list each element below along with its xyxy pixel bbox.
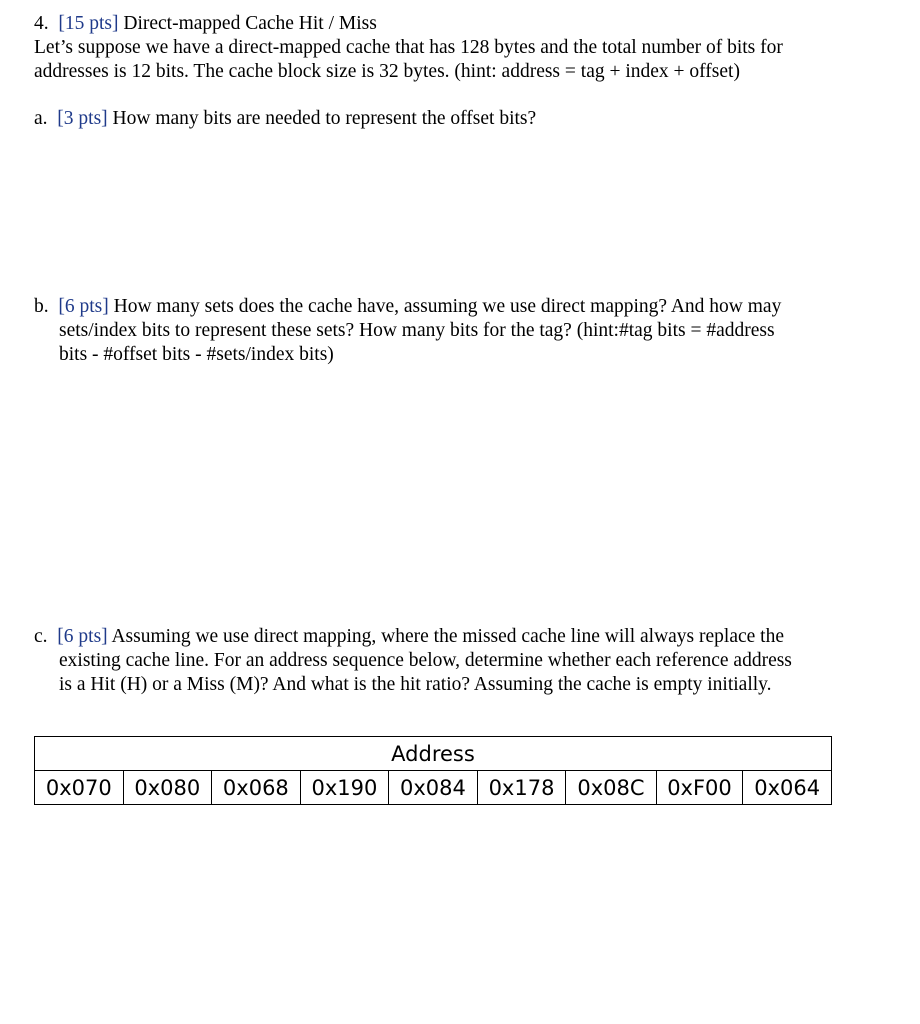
address-table [34,736,832,805]
part-c-question [34,625,784,649]
part-a-points: [3 pts] [57,108,108,129]
address-cell: 0x190 [300,771,389,805]
question-points: [15 pts] [58,13,119,34]
part-b-text-2: sets/index bits to represent these sets? How many bits for the tag? (hint:#tag bits = #address [59,320,775,341]
part-b-points: [6 pts] [58,296,109,317]
part-a-text: How many bits are needed to represent the offset bits? [112,108,537,129]
question-title: Direct-mapped Cache Hit / Miss [123,13,377,34]
part-b-text-1: How many sets does the cache have, assuming we use direct mapping? And how may [113,296,782,317]
part-c-text-3: is a Hit (H) or a Miss (M)? And what is the hit ratio? Assuming the cache is empty initially. [59,674,772,695]
part-a-question [34,107,536,131]
address-cell: 0x070 [35,771,124,805]
address-cell: 0x064 [743,771,832,805]
address-cell: 0xF00 [656,771,743,805]
address-cell: 0x08C [566,771,656,805]
address-cell: 0x080 [123,771,212,805]
part-b-text-3: bits - #offset bits - #sets/index bits) [59,344,334,365]
part-c-text-2: existing cache line. For an address sequence below, determine whether each reference address [59,650,792,671]
part-c-points: [6 pts] [57,626,108,647]
part-c-text-1: Assuming we use direct mapping, where the missed cache line will always replace the [111,626,784,647]
address-table-header: Address [35,737,832,771]
question-heading [34,12,377,36]
part-b-label: b. [34,296,49,317]
question-number: 4. [34,13,49,34]
part-b-question [34,295,781,319]
address-cell: 0x084 [389,771,478,805]
part-a-label: a. [34,108,48,129]
part-c-label: c. [34,626,48,647]
table-row [35,771,832,805]
address-cell: 0x178 [477,771,566,805]
address-cell: 0x068 [212,771,301,805]
intro-line-1: Let’s suppose we have a direct-mapped cache that has 128 bytes and the total number of bits for [34,37,783,58]
intro-line-2: addresses is 12 bits. The cache block size is 32 bytes. (hint: address = tag + index + offset) [34,61,740,82]
